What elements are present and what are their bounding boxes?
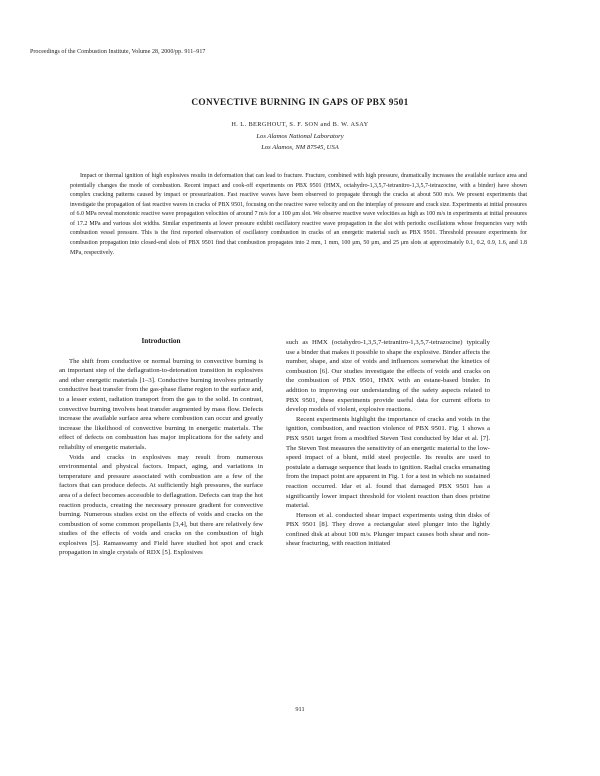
left-column: [59, 337, 263, 558]
abstract: Impact or thermal ignition of high explosives results in deformation that can lead to fracture. Fracture, combined with high pressure, dramatically increases the available surface area and potentially changes the mode of combustion. Recent impact and cook-off experiments on PBX 9501 (HMX, octahydro-1,3,5,7-tetranitro-1,3,5,7-tetrazocine, with a binder) have shown complex cracking patterns caused by impact or pressurization. Fast reactive waves have been observed to propagate through the cracks at about 500 m/s. We present experiments that investigate the propagation of fast reactive waves in cracks of PBX 9501, focusing on the reactive wave velocity and on the interplay of pressure and crack size. Experiments at initial pressures of 6.0 MPa reveal monotonic reactive wave propagation velocities of around 7 m/s for a 100 μm slot. We observe reactive wave velocities as high as 100 m/s in experiments at initial pressures of 17.2 MPa and various slot widths. Similar experiments at lower pressure exhibit oscillatory reactive wave propagation in the slot with periodic oscillations whose frequencies vary with combustion vessel pressure. This is the first reported observation of oscillatory combustion in cracks of an energetic material such as PBX 9501. Threshold pressure experiments for combustion propagation into closed-end slots of PBX 9501 find that combustion propagates into 2 mm, 1 mm, 100 μm, 50 μm, and 25 μm slots at approximately 0.1, 0.2, 0.9, 1.6, and 1.8 MPa, respectively.: [70, 173, 527, 256]
body-paragraph: Recent experiments highlight the importance of cracks and voids in the ignition, combustion, and reaction violence of PBX 9501. Fig. 1 shows a PBX 9501 target from a modified Steven Test conducted by Idar et al. [7]. The Steven Test measures the sensitivity of an energetic material to the low-speed impact of a blunt, mild steel projectile. Its results are used to postulate a damage sequence that leads to ignition. Radial cracks emanating from the impact point are apparent in Fig. 1 for a test in which no sustained reaction occurred. Idar et al. found that damaged PBX 9501 has a significantly lower impact threshold for violent reaction than does pristine material.: [286, 415, 490, 510]
right-column: [286, 338, 490, 549]
page-number: 911: [295, 706, 305, 713]
body-paragraph: Voids and cracks in explosives may result from numerous environmental and physical factors. Impact, aging, and variations in temperature and pressure associated with combustion are a few of the factors that can produce defects. At sufficiently high pressures, the surface area of a defect becomes accessible to deflagration. Defects can trap the hot reaction products, creating the necessary pressure gradient for convective burning. Numerous studies exist on the effects of voids and cracks on the combustion of some common propellants [3,4], but there are relatively few studies of the effects of voids and cracks on the combustion of high explosives [5]. Ramaswamy and Field have studied hot spot and crack propagation in single crystals of RDX [5]. Explosives: [59, 453, 263, 557]
affiliation-address: Los Alamos, NM 87545, USA: [261, 144, 339, 151]
journal-citation: Proceedings of the Combustion Institute, Volume 28, 2000/pp. 911–917: [30, 49, 206, 55]
section-heading-introduction: Introduction: [141, 337, 181, 345]
body-paragraph: such as HMX (octahydro-1,3,5,7-tetranitro-1,3,5,7-tetrazocine) typically use a binder that makes it possible to shape the explosive. Binder affects the number, shape, and size of voids and influences somewhat the kinetics of combustion [6]. Our studies investigate the effects of voids and cracks on the combustion of PBX 9501, HMX with an estane-based binder. In addition to improving our understanding of the safety aspects related to PBX 9501, these experiments provide useful data for current efforts to develop models of violent, explosive reactions.: [286, 339, 490, 414]
author-list: H. L. BERGHOUT, S. F. SON and B. W. ASAY: [231, 121, 369, 128]
body-paragraph: The shift from conductive or normal burning to convective burning is an important step of the deflagration-to-detonation transition in explosives and other energetic materials [1–3]. Conductive burning involves primarily conductive heat transfer from the gas-phase flame region to the surface and, to a lesser extent, radiation transport from the gas to the solid. In contrast, convective burning involves heat transfer augmented by mass flow. Defects increase the available surface area where combustion can occur and greatly increase the likelihood of convective burning in energetic materials. The effect of defects on combustion has major implications for the safety and reliability of energetic materials.: [59, 357, 263, 451]
paper-title: CONVECTIVE BURNING IN GAPS OF PBX 9501: [191, 98, 409, 108]
body-paragraph: Henson et al. conducted shear impact experiments using thin disks of PBX 9501 [8]. They drove a rectangular steel plunger into the lightly confined disk at about 100 m/s. Plunger impact causes both shear and non-shear fracturing, with reaction initiated: [286, 511, 490, 548]
affiliation-institution: Los Alamos National Laboratory: [256, 133, 344, 140]
